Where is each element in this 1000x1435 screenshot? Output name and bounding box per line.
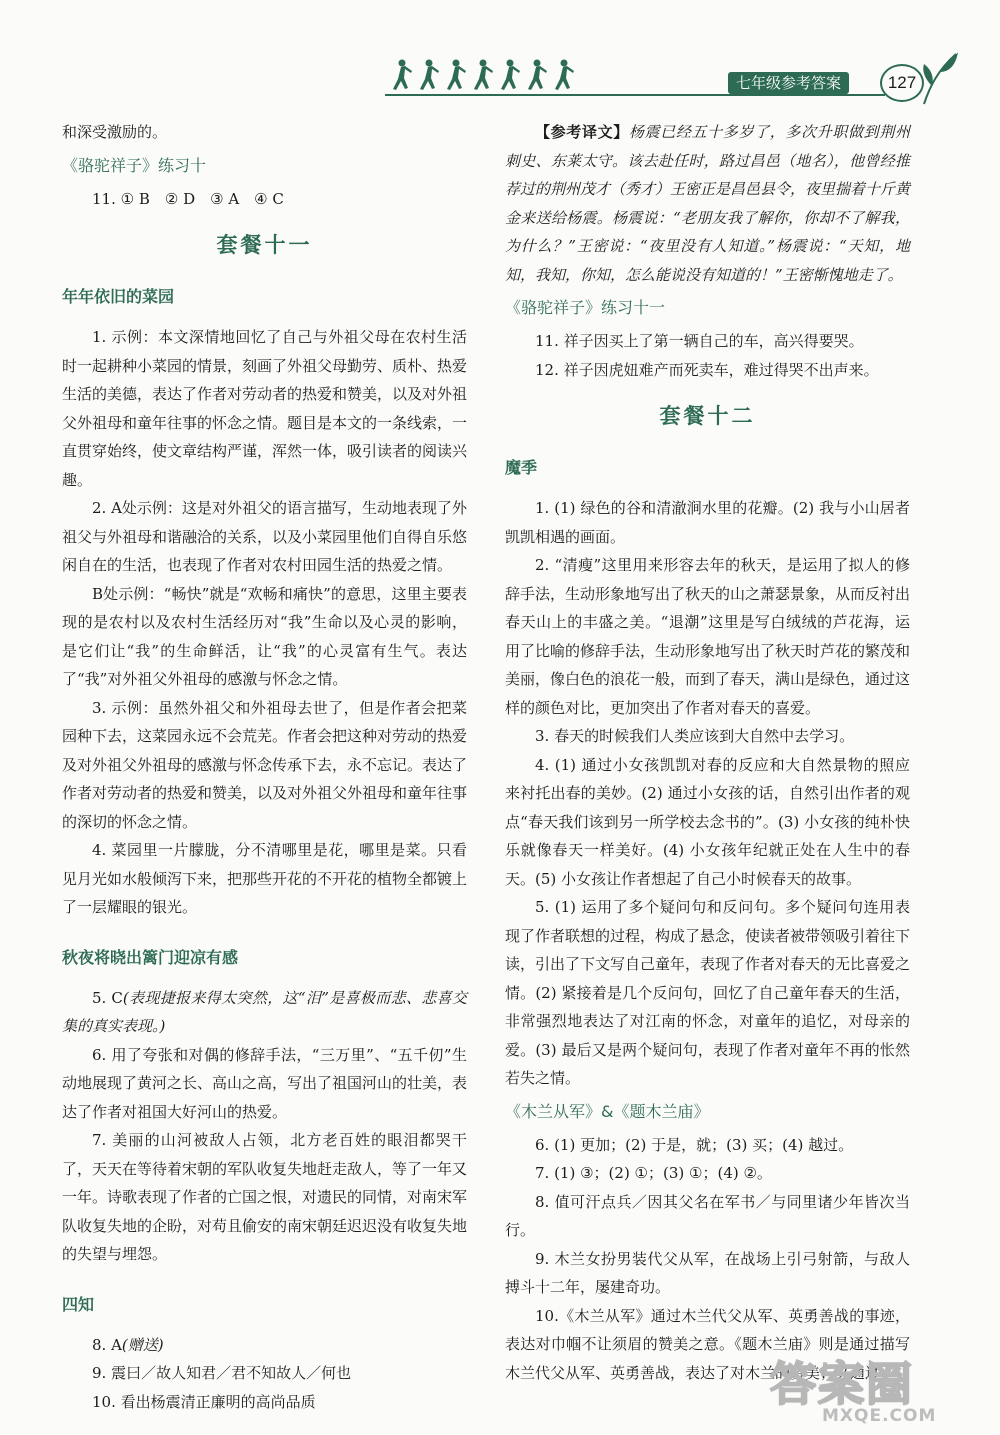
- answer-paragraph: 2. “清瘦”这里用来形容去年的秋天，是运用了拟人的修辞手法，生动形象地写出了秋天的山之萧瑟景象，从而反衬出春天山上的丰盛之美。“退潮”这里是写白绒绒的芦花海，运用了比喻的修辞手法，生动形象地写出了秋天时芦花的繁茂和美丽，像白色的浪花一般，而到了春天，满山是绿色，通过这样的颜色对比，更加突出了作者对春天的喜爱。: [505, 556, 911, 717]
- section-title-autumn-night: 秋夜将晓出篱门迎凉有感: [62, 947, 239, 967]
- right-column: [505, 118, 910, 1387]
- leaf-decoration-icon: [918, 48, 960, 108]
- reference-translation: [505, 118, 910, 289]
- answer-paragraph: 6. (1) 更加；(2) 于是，就；(3) 买；(4) 越过。: [535, 1135, 854, 1154]
- watermark-main-text: 答案圈: [770, 1357, 914, 1411]
- set-11-title: 套餐十一: [216, 233, 313, 257]
- set-12-title: 套餐十二: [659, 404, 756, 428]
- answer-paragraph: 6. 用了夸张和对偶的修辞手法，“三万里”、“五千仞”生动地展现了黄河之长、高山之高，写出了祖国河山的壮美，表达了作者对祖国大好河山的热爱。: [62, 1045, 468, 1121]
- answer-paragraph: 2. A处示例：这是对外祖父的语言描写，生动地表现了外祖父与外祖母和谐融洽的关系，以及小菜园里他们自得自乐悠闲自在的生活，也表现了作者对农村田园生活的热爱之情。: [62, 499, 468, 574]
- answer-paragraph: [62, 984, 467, 1041]
- answer-note: (赠送): [121, 1335, 164, 1354]
- translation-text: 杨震已经五十多岁了，多次升职做到荆州刺史、东莱太守。该去赴任时，路过昌邑（地名），他曾经推荐过的荆州茂才（秀才）王密正是昌邑县令，夜里揣着十斤黄金来送给杨震。杨震说：“老朋友我了解你，你却不了解我，为什么？”王密说：“夜里没有人知道。”杨震说：“天知，地知，我知，你知，怎么能说没有知道的！”王密惭愧地走了。: [505, 123, 911, 284]
- answer-choice: 8. A: [92, 1335, 122, 1354]
- section-title-mulan: 《木兰从军》&《题木兰庙》: [505, 1101, 710, 1121]
- answer-paragraph: B处示例：“畅快”就是“欢畅和痛快”的意思，这里主要表现的是农村以及农村生活经历对“我”生命以及心灵的影响，是它们让“我”的生命鲜活，让“我”的心灵富有生气。表达了“我”对外祖父外祖母的感激与怀念之情。: [62, 584, 467, 688]
- exercise-11-title: 《骆驼祥子》练习十一: [505, 298, 666, 317]
- answer-paragraph: 9. 木兰女扮男装代父从军，在战场上引弓射箭，与敌人搏斗十二年，屡建奇功。: [505, 1249, 910, 1296]
- answer-choice: 5. C: [92, 988, 123, 1007]
- translation-label: 【参考译文】: [535, 123, 629, 141]
- page-header: [0, 0, 1000, 110]
- answer-paragraph: 4. (1) 通过小女孩凯凯对春的反应和大自然景物的照应来衬托出春的美妙。(2) 通过小女孩的话，自然引出作者的观点“春天我们该到另一所学校去念书的”。(3) 小女孩的纯朴快乐就像春天一样美好。(4) 小女孩年纪就正处在人生中的春天。(5) 小女孩让作者想起了自己小时候春天的故事。: [505, 755, 910, 888]
- watermark-url-text: MXQE.COM: [822, 1406, 937, 1426]
- answer-paragraph: 8. 值可汗点兵／因其父名在军书／与同里诸少年皆次当行。: [505, 1192, 910, 1239]
- left-column: [62, 118, 467, 1416]
- answer-paragraph: 9. 震曰／故人知君／君不知故人／何也: [92, 1364, 352, 1382]
- answer-paragraph: 11. 祥子因买上了第一辆自己的车，高兴得要哭。: [535, 332, 864, 350]
- page-number: 127: [880, 64, 924, 102]
- answer-paragraph: 5. (1) 运用了多个疑问句和反问句。多个疑问句连用表现了作者联想的过程，构成了悬念，使读者被带领吸引着往下读，引出了下文写自己童年，表现了作者对春天的无比喜爱之情。(2) 紧接着是几个反问句，回忆了自己童年春天的生活，非常强烈地表达了对江南的怀念，对童年的追忆，对母亲的爱。(3) 最后又是两个疑问句，表现了作者对童年不再的怅然若失之情。: [505, 898, 911, 1087]
- section-title-magic-season: 魔季: [505, 458, 538, 477]
- answer-paragraph: 1. (1) 绿色的谷和清澈涧水里的花瓣。(2) 我与小山居者凯凯相遇的画面。: [505, 499, 910, 546]
- answer-paragraph: 7. (1) ③；(2) ①；(3) ①；(4) ②。: [535, 1164, 772, 1182]
- exercise-10-answer: 11. ① B ② D ③ A ④ C: [92, 189, 284, 208]
- answer-paragraph: 3. 示例：虽然外祖父和外祖母去世了，但是作者会把菜园种下去，这菜园永远不会荒芜。作者会把这种对劳动的热爱及对外祖父外祖母的感激与怀念传承下去，永不忘记。表达了作者对劳动者的热爱和赞美，以及对外祖父外祖母和童年往事的深切的怀念之情。: [62, 698, 468, 831]
- answer-paragraph: 10.《木兰从军》通过木兰代父从军、英勇善战的事迹，表达对巾帼不让须眉的赞美之意。《题木兰庙》则是通过描写木兰代父从军、英勇善战，表达了对木兰的赞美；又通过: [505, 1306, 910, 1382]
- answer-note: (表现捷报来得太突然，这“泪”是喜极而悲、悲喜交集的真实表现。): [62, 988, 467, 1035]
- answer-paragraph: 4. 菜园里一片朦胧，分不清哪里是花，哪里是菜。只看见月光如水般倾泻下来，把那些开花的不开花的植物全都镀上了一层耀眼的银光。: [62, 841, 468, 916]
- intro-line: 和深受激励的。: [62, 123, 168, 141]
- answer-paragraph: 3. 春天的时候我们人类应该到大自然中去学习。: [535, 727, 855, 745]
- grade-answer-label: 七年级参考答案: [728, 72, 849, 94]
- section-title-four-knows: 四知: [62, 1294, 95, 1314]
- answer-paragraph: 1. 示例：本文深情地回忆了自己与外祖父母在农村生活时一起耕种小菜园的情景，刻画了外祖父母勤劳、质朴、热爱生活的美德，表达了作者对劳动者的热爱和赞美，以及对外祖父外祖母和童年往事的怀念之情。题目是本文的一条线索，一直贯穿始终，使文章结构严谨，浑然一体，吸引读者的阅读兴趣。: [62, 328, 468, 489]
- answer-paragraph: 12. 祥子因虎妞难产而死卖车，难过得哭不出声来。: [535, 360, 879, 379]
- section-title-garden: 年年依旧的菜园: [62, 287, 175, 306]
- watermark-logo: [770, 1348, 990, 1428]
- runners-decoration-icon: [392, 55, 592, 95]
- exercise-10-title: 《骆驼祥子》练习十: [62, 155, 207, 175]
- answer-paragraph: 7. 美丽的山河被敌人占领，北方老百姓的眼泪都哭干了，天天在等待着宋朝的军队收复失地赶走敌人，等了一年又一年。诗歌表现了作者的亡国之恨，对遗民的同情，对南宋军队收复失地的企盼，对苟且偷安的南宋朝廷迟迟没有收复失地的失望与埋怨。: [62, 1131, 468, 1263]
- header-rule: [385, 94, 885, 96]
- answer-paragraph: 10. 看出杨震清正廉明的高尚品质: [92, 1392, 316, 1411]
- answer-paragraph: [62, 1331, 467, 1360]
